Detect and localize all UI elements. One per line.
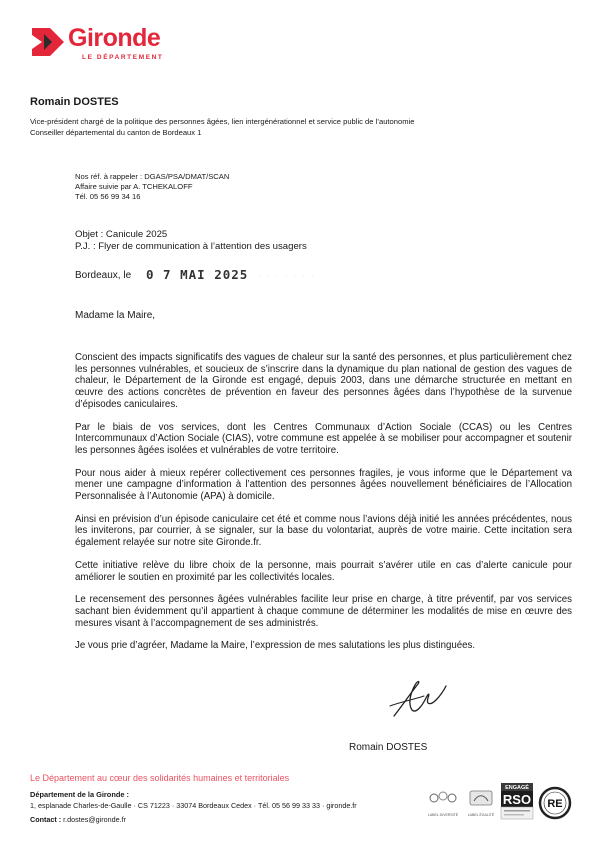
label-rso-main: RSO bbox=[502, 792, 532, 807]
signer-name: Romain DOSTES bbox=[30, 96, 119, 108]
date-stamp: 0 7 MAI 2025 bbox=[146, 267, 249, 282]
reference-number: Nos réf. à rappeler : DGAS/PSA/DMAT/SCAN bbox=[75, 172, 230, 181]
logo-name: Gironde bbox=[68, 24, 161, 52]
signer-role-line2: Conseiller départemental du canton de Bordeaux 1 bbox=[30, 128, 202, 137]
subject-block bbox=[75, 229, 307, 253]
label-rso-logo bbox=[500, 782, 534, 820]
reference-followed-by: Affaire suivie par A. TCHEKALOFF bbox=[75, 182, 193, 191]
paragraph: Je vous prie d’agréer, Madame la Maire, l’expression de mes salutations les plus distinguées. bbox=[75, 640, 476, 652]
footer-contact-email[interactable]: r.dostes@gironde.fr bbox=[63, 815, 126, 824]
label-egalite-caption: LABEL ÉGALITÉ bbox=[467, 813, 495, 817]
label-re-logo bbox=[538, 786, 572, 820]
references-block bbox=[75, 172, 229, 202]
date-place: Bordeaux, le bbox=[75, 270, 132, 281]
subject-object: Objet : Canicule 2025 bbox=[75, 229, 168, 240]
paragraph: Conscient des impacts significatifs des vagues de chaleur sur la santé des personnes, et plus particulièrement chez les personnes vulnérables, et soucieux de s’inscrire dans la dynamique du plan national de gestion des vagues de chaleur, le Département de la Gironde est engagé, depuis 2003, dans une démarche structurée en mettant en œuvre des actions concrètes de prévention en faveur des personnes âgées dans l’hypothèse de la survenue d’épisodes caniculaires. bbox=[75, 352, 572, 410]
label-egalite-logo bbox=[464, 788, 498, 818]
reference-phone: Tél. 05 56 99 34 16 bbox=[75, 192, 141, 201]
signature-name: Romain DOSTES bbox=[349, 742, 428, 753]
gironde-logo bbox=[30, 24, 170, 64]
label-re-text: RE bbox=[547, 798, 563, 810]
letter-body bbox=[75, 352, 572, 663]
paragraph: Ainsi en prévision d’un épisode caniculaire cet été et comme nous l’avions déjà initié les années précédentes, nous les inviterons, par courrier, à se signaler, sur la base du volontariat, auprès de votre mairie. Cette incitation sera également relayée sur notre site Gironde.fr. bbox=[75, 513, 572, 549]
label-rso-top: ENGAGÉ bbox=[505, 785, 529, 792]
label-diversite-logo bbox=[426, 788, 460, 818]
footer-organization: Département de la Gironde : bbox=[30, 790, 129, 799]
paragraph: Cette initiative relève du libre choix de la personne, mais pourrait s’avérer utile en cas d’alerte canicule pour améliorer le soutien en proximité par les collectivités locales. bbox=[75, 559, 572, 583]
paragraph: Le recensement des personnes âgées vulnérables facilite leur prise en charge, à titre préventif, par vos services sachant bien évidemment qu’il appartient à chaque commune de déterminer les modalités de mise en œuvre des mesures visant à l’accompagnement de ses administrés. bbox=[75, 594, 572, 629]
label-diversite-caption: LABEL DIVERSITÉ bbox=[427, 813, 459, 817]
signer-role bbox=[30, 116, 590, 138]
footer-contact bbox=[30, 815, 126, 824]
footer-address: 1, esplanade Charles-de-Gaulle · CS 71223 · 33074 Bordeaux Cedex · Tél. 05 56 99 33 33 · gironde.fr bbox=[30, 801, 357, 810]
subject-attachment: P.J. : Flyer de communication à l’attention des usagers bbox=[75, 241, 307, 252]
gironde-logo-icon bbox=[30, 24, 66, 60]
handwritten-signature bbox=[388, 676, 448, 727]
footer-tagline: Le Département au cœur des solidarités humaines et territoriales bbox=[30, 773, 290, 783]
paragraph: Par le biais de vos services, dont les Centres Communaux d’Action Sociale (CCAS) ou les Centres Intercommunaux d’Action Sociale (CIAS), votre commune est appelée à se mobiliser pour accompagner et soutenir les personnes âgées isolées et vulnérables de votre territoire. bbox=[75, 421, 572, 456]
salutation: Madame la Maire, bbox=[75, 310, 156, 321]
faded-stamp: · · · · · · · bbox=[258, 271, 316, 280]
footer-contact-label: Contact : bbox=[30, 815, 62, 824]
signer-role-line1: Vice-président chargé de la politique des personnes âgées, lien intergénérationnel et service public de l’autonomie bbox=[30, 117, 415, 126]
logo-subtitle: LE DÉPARTEMENT bbox=[82, 54, 164, 61]
paragraph: Pour nous aider à mieux repérer collectivement ces personnes fragiles, je vous informe que le Département va mener une campagne d’information à l’attention des personnes âgées nouvellement bénéficiaires de l’Allocation Personnalisée à l’Autonomie (APA) à domicile. bbox=[75, 467, 572, 503]
